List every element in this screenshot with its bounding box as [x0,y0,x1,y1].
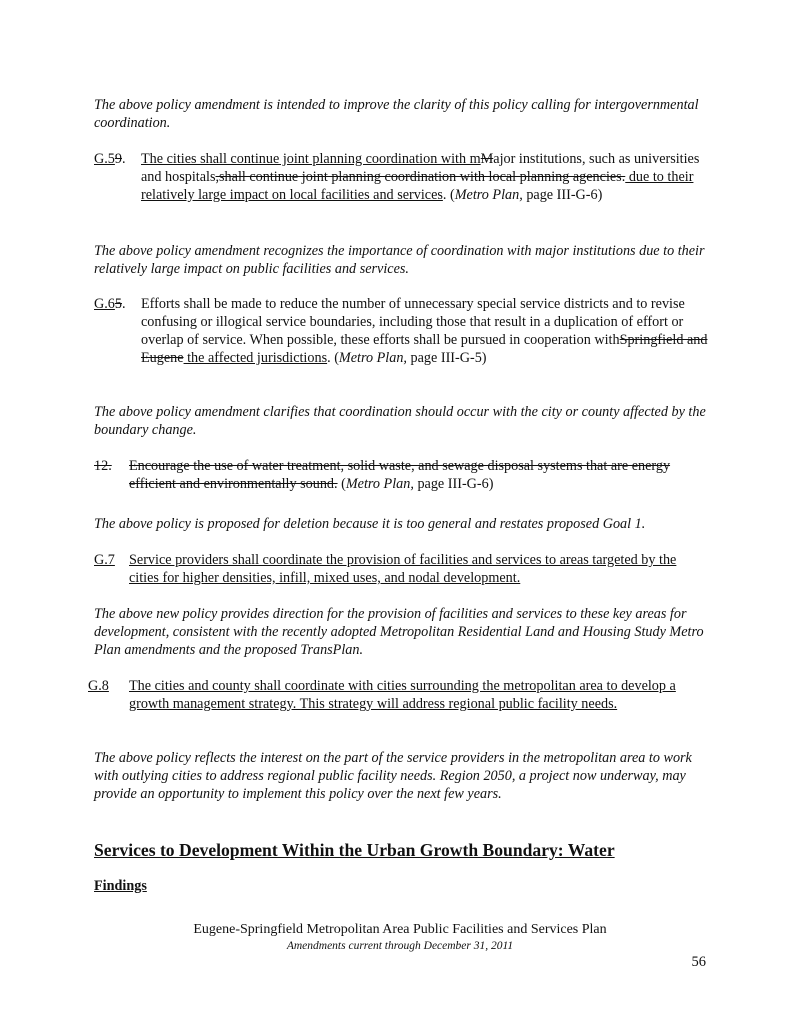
page-number: 56 [691,954,706,970]
commentary-deletion: The above policy is proposed for deletion because it is too general and restates proposed Goal 1. [94,516,646,532]
policy-g5-text: The cities shall continue joint planning coordination with mMajor institutions, such as universities and hospitals,shall continue joint planning coordination with local planning agencies. due to their relatively large impact on local facilities and services. (Metro Plan, page III-G-6) [141,151,700,203]
commentary-new-policy: The above new policy provides direction for the provision of facilities and services to these key areas for development, consistent with the recently adopted Metropolitan Residential Land and Housing Study Metro Plan amendments and the proposed TransPlan. [94,606,704,658]
commentary-boundary: The above policy amendment clarifies that coordination should occur with the city or county affected by the boundary change. [94,404,706,438]
policy-g5-number: G.59. [94,151,126,167]
commentary-region-2050: The above policy reflects the interest on the part of the service providers in the metropolitan area to work with outlying cities to address regional public facility needs. Region 2050, a project now underway, may provide an opportunity to implement this policy over the next few years. [94,750,692,802]
policy-12-number: 12. [94,458,112,474]
footer-title: Eugene-Springfield Metropolitan Area Public Facilities and Services Plan [193,922,607,937]
footer-subtitle: Amendments current through December 31, 2011 [286,940,514,952]
policy-12-text: Encourage the use of water treatment, solid waste, and sewage disposal systems that are energy efficient and environmentally sound. (Metro Plan, page III-G-6) [129,458,671,492]
policy-g6-text: Efforts shall be made to reduce the number of unnecessary special service districts and to revise confusing or illogical service boundaries, including those that result in a duplication of effort or overlap of service. When possible, these efforts shall be pursued in cooperation withSpringfield and Eugene the affected jurisdictions. (Metro Plan, page III-G-5) [141,296,708,366]
policy-g7-number: G.7 [94,552,115,568]
policy-g6-number: G.65. [94,296,126,312]
commentary-clarity: The above policy amendment is intended to improve the clarity of this policy calling for intergovernmental coordination. [94,97,699,131]
policy-g7-text: Service providers shall coordinate the provision of facilities and services to areas targeted by the cities for higher densities, infill, mixed uses, and nodal development. [129,552,677,586]
commentary-institutions: The above policy amendment recognizes the importance of coordination with major institutions due to their relatively large impact on public facilities and services. [94,243,705,277]
policy-g8-number: G.8 [88,678,109,694]
section-heading: Services to Development Within the Urban Growth Boundary: Water [94,840,615,860]
policy-g8-text: The cities and county shall coordinate with cities surrounding the metropolitan area to develop a growth management strategy. This strategy will address regional public facility needs. [129,678,676,712]
findings-heading: Findings [94,878,147,894]
